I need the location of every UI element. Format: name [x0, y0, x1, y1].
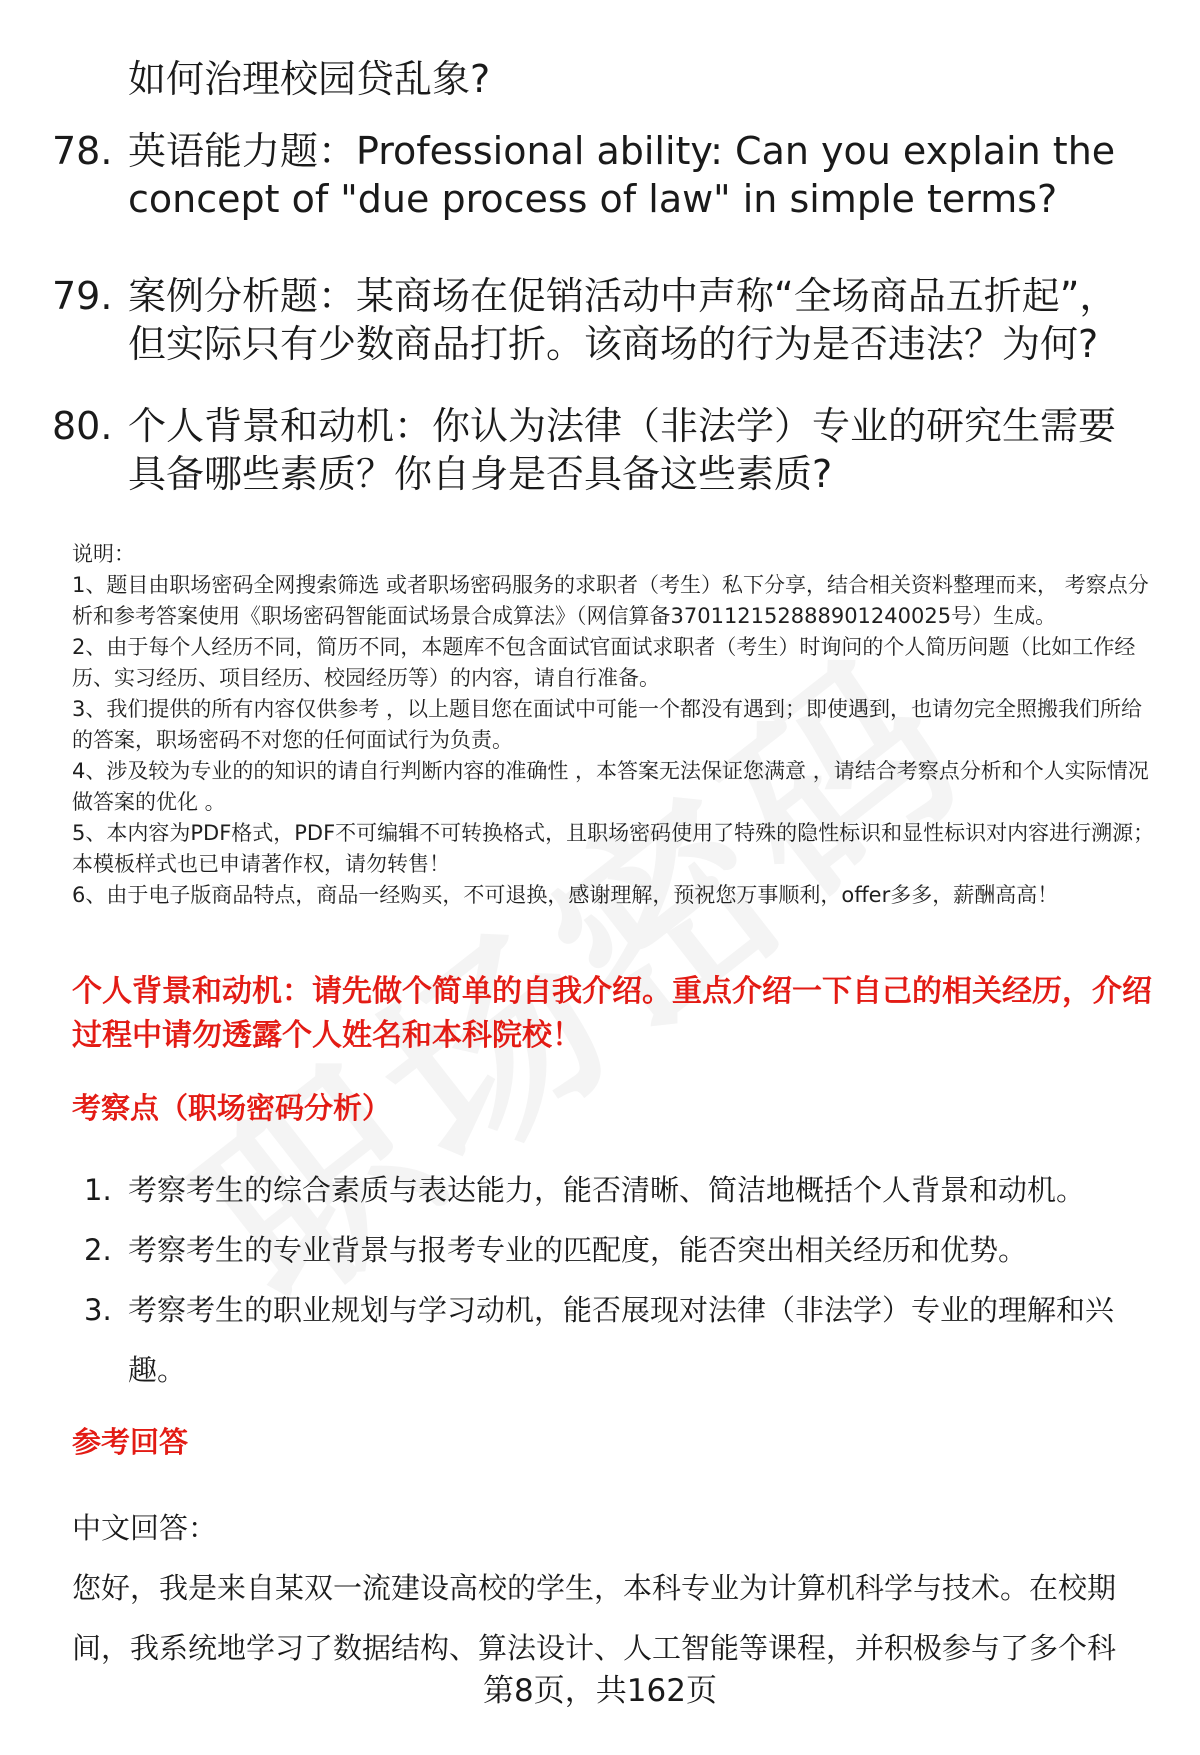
answer-body: 您好，我是来自某双一流建设高校的学生，本科专业为计算机科学与技术。在校期间，我系统地学习了数据结构、算法设计、人工智能等课程，并积极参与了多个科 [72, 1571, 1117, 1665]
analysis-point [80, 1280, 1160, 1400]
analysis-point [80, 1160, 1160, 1220]
point-number: 3. [84, 1293, 112, 1327]
notes-title: 说明： [72, 542, 135, 566]
notes-section [72, 539, 1162, 911]
question-text: 个人背景和动机：你认为法律（非法学）专业的研究生需要具备哪些素质？你自身是否具备这些素质? [128, 404, 1117, 496]
analysis-points [80, 1160, 1160, 1400]
question-number: 79. [52, 274, 113, 318]
point-text: 考察考生的综合素质与表达能力，能否清晰、简洁地概括个人背景和动机。 [128, 1173, 1086, 1207]
point-text: 考察考生的专业背景与报考专业的匹配度，能否突出相关经历和优势。 [128, 1233, 1028, 1267]
point-text: 考察考生的职业规划与学习动机，能否展现对法律（非法学）专业的理解和兴趣。 [128, 1293, 1115, 1387]
point-number: 2. [84, 1233, 112, 1267]
question-number: 78. [52, 129, 113, 173]
notes-item: 2、由于每个人经历不同，简历不同，本题库不包含面试官面试求职者（考生）时询问的个人简历问题（比如工作经历、实习经历、项目经历、校园经历等）的内容，请自行准备。 [72, 635, 1136, 690]
point-number: 1. [84, 1173, 112, 1207]
analysis-heading: 考察点（职场密码分析） [72, 1091, 392, 1125]
question-text: 案例分析题：某商场在促销活动中声称“全场商品五折起”，但实际只有少数商品打折。该商场的行为是否违法？为何? [128, 274, 1118, 366]
notes-item: 4、涉及较为专业的的知识的请自行判断内容的准确性 ，本答案无法保证您满意 ，请结合考察点分析和个人实际情况做答案的优化 。 [72, 759, 1149, 814]
question-text: 英语能力题：Professional ability: Can you explain the concept of "due process of law" in simple terms? [128, 129, 1116, 221]
reference-answer [72, 1498, 1162, 1678]
notes-item: 3、我们提供的所有内容仅供参考 ，以上题目您在面试中可能一个都没有遇到；即使遇到，也请勿完全照搬我们所给的答案，职场密码不对您的任何面试行为负责。 [72, 697, 1143, 752]
question-item [52, 272, 1152, 368]
current-question-heading: 个人背景和动机：请先做个简单的自我介绍。重点介绍一下自己的相关经历，介绍过程中请勿透露个人姓名和本科院校！ [72, 974, 1152, 1053]
reference-heading: 参考回答 [72, 1425, 189, 1459]
notes-item: 5、本内容为PDF格式，PDF不可编辑不可转换格式，且职场密码使用了特殊的隐性标识和显性标识对内容进行溯源；本模板样式也已申请著作权，请勿转售！ [72, 821, 1155, 876]
notes-item: 6、由于电子版商品特点，商品一经购买，不可退换，感谢理解，预祝您万事顺利，offer多多，薪酬高高！ [72, 883, 1059, 907]
analysis-point [80, 1220, 1160, 1280]
notes-item: 1、题目由职场密码全网搜索筛选 或者职场密码服务的求职者（考生）私下分享，结合相关资料整理而来， 考察点分析和参考答案使用《职场密码智能面试场景合成算法》（网信算备370112152888901240025号）生成。 [72, 573, 1149, 628]
question-continuation: 如何治理校园贷乱象? [128, 57, 491, 101]
question-item [52, 127, 1152, 223]
answer-label: 中文回答： [72, 1511, 218, 1545]
question-number: 80. [52, 404, 113, 448]
question-item [52, 402, 1152, 498]
page-footer: 第8页，共162页 [483, 1673, 717, 1709]
